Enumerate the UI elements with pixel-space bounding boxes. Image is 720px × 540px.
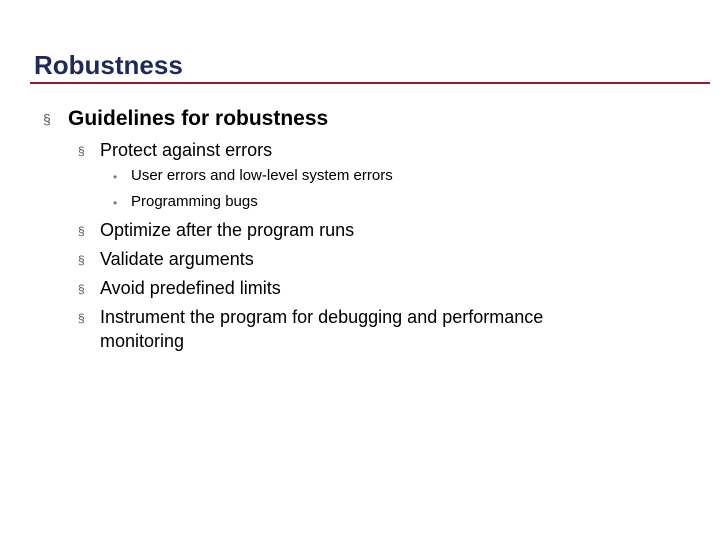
bullet-avoid-limits: Avoid predefined limits bbox=[100, 278, 281, 298]
bullet-square-icon: § bbox=[78, 144, 85, 158]
title-divider bbox=[30, 82, 710, 84]
bullet-square-icon: § bbox=[78, 311, 85, 325]
bullet-protect-against-errors: Protect against errors bbox=[100, 140, 273, 160]
bullet-dot-icon: • bbox=[113, 170, 118, 184]
bullet-instrument-program: Instrument the program for debugging and performance monitoring bbox=[100, 307, 544, 351]
bullet-optimize: Optimize after the program runs bbox=[100, 220, 355, 240]
bullet-user-errors: User errors and low-level system errors bbox=[131, 167, 393, 184]
bullet-square-icon: § bbox=[78, 224, 85, 238]
bullet-guidelines: Guidelines for robustness bbox=[68, 107, 329, 130]
bullet-validate-arguments: Validate arguments bbox=[100, 249, 254, 269]
bullet-square-icon: § bbox=[78, 253, 85, 267]
bullet-square-icon: § bbox=[78, 282, 85, 296]
bullet-programming-bugs: Programming bugs bbox=[131, 193, 258, 210]
bullet-square-icon: § bbox=[43, 111, 51, 127]
slide-title: Robustness bbox=[34, 50, 183, 80]
bullet-dot-icon: • bbox=[113, 196, 118, 210]
